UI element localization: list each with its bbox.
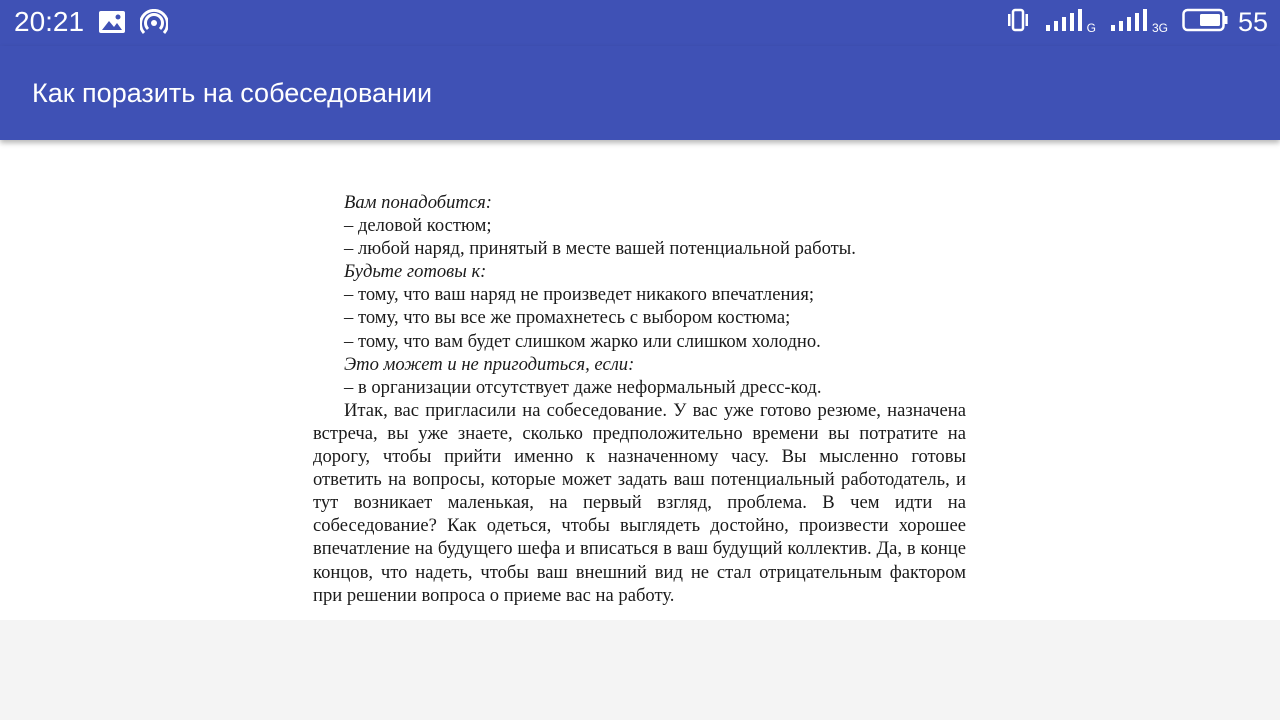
battery-level: 55	[1237, 7, 1268, 37]
doc-line: – деловой костюм;	[344, 215, 492, 237]
doc-line: Будьте готовы к:	[344, 261, 487, 283]
doc-paragraph: Итак, вас пригласили на собеседование. У вас уже готово резюме, назначена встреча, вы уже знаете, сколько предположительно времени вы потратите на дорогу, чтобы прийти именно к назначенному часу. Вы мысленно готовы ответить на вопросы, которые может задать ваш потенциальный работодатель, и тут возникает маленькая, на первый взгляд, проблема. В чем идти на собеседование? Как одеться, чтобы выглядеть достойно, произвести хорошее впечатление на будущего шефа и вписаться в ваш будущий коллектив. Да, в конце концов, что надеть, чтобы ваш внешний вид не стал отрицательным фактором при решении вопроса о приеме вас на работу.	[313, 399, 966, 606]
status-notification-icons	[98, 9, 168, 41]
status-bar	[0, 0, 1280, 46]
network-type-label-1: G	[1086, 21, 1096, 35]
hotspot-icon	[140, 9, 168, 41]
empty-area-below-page	[0, 620, 1280, 720]
status-system-icons	[1005, 4, 1268, 40]
app-title: Как поразить на собеседовании	[32, 78, 433, 108]
app-bar	[0, 46, 1280, 140]
doc-line: – любой наряд, принятый в месте вашей потенциальной работы.	[344, 238, 856, 260]
vibrate-icon	[1005, 8, 1031, 36]
doc-line: – тому, что вы все же промахнетесь с выбором костюма;	[344, 307, 791, 329]
battery-icon	[1182, 8, 1228, 36]
status-time: 20:21	[14, 6, 85, 37]
doc-line: – тому, что вам будет слишком жарко или слишком холодно.	[344, 330, 821, 352]
doc-line: – в организации отсутствует даже неформальный дресс-код.	[344, 376, 822, 398]
doc-line: Это может и не пригодиться, если:	[344, 353, 635, 375]
document-viewer[interactable]	[0, 140, 1280, 620]
gallery-notification-icon	[98, 9, 126, 41]
doc-line: Вам понадобится:	[344, 192, 492, 213]
document-page	[313, 191, 966, 607]
signal-strength-icon-2	[1110, 8, 1148, 36]
network-type-label-2: 3G	[1151, 21, 1168, 35]
doc-line: – тому, что ваш наряд не произведет никакого впечатления;	[344, 284, 815, 306]
signal-strength-icon-1	[1045, 8, 1083, 36]
